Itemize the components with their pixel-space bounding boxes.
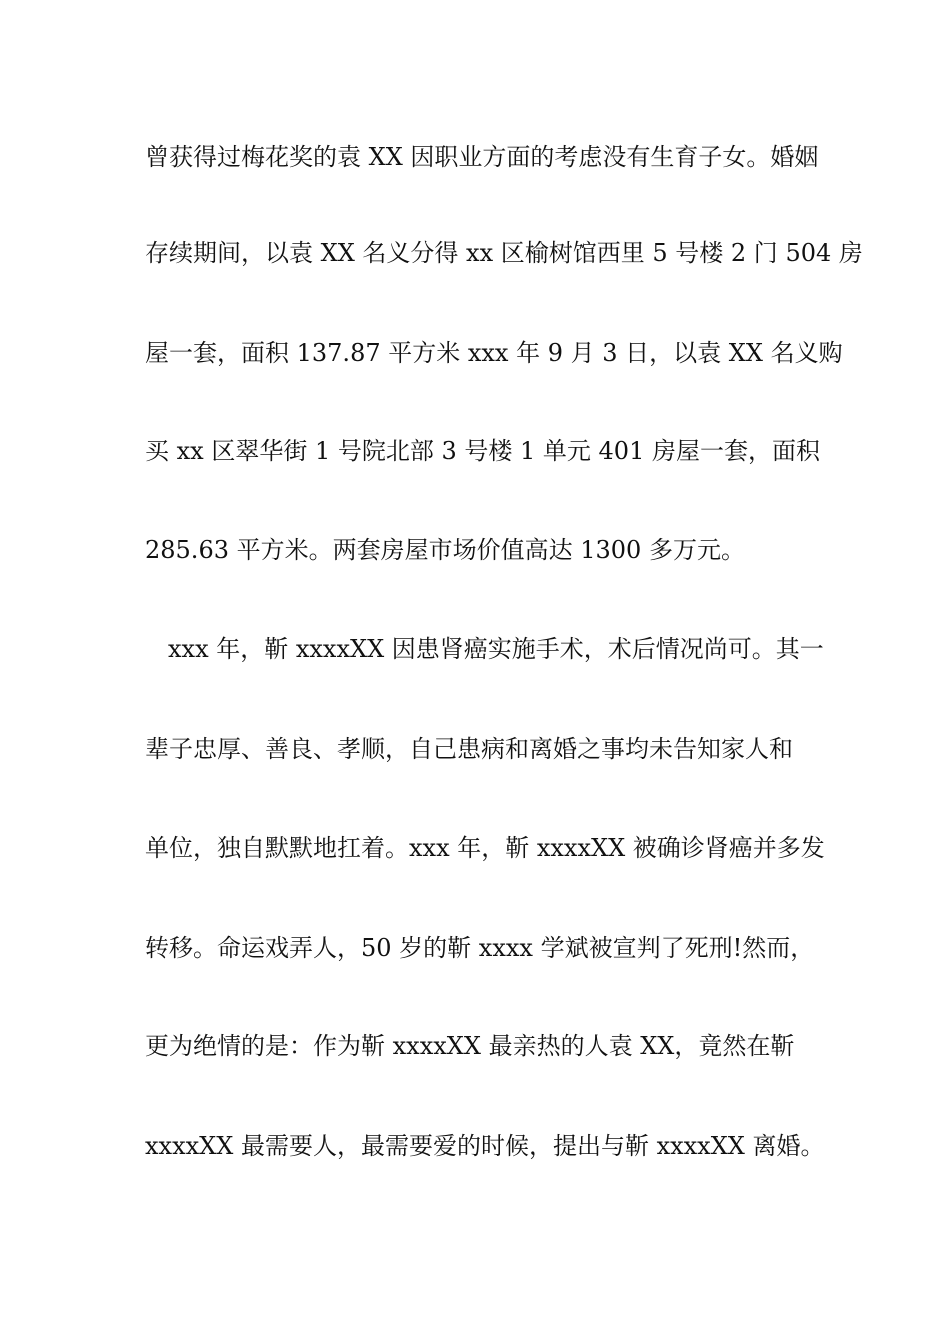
text-line: 单位，独自默默地扛着。xxx 年，靳 xxxxXX 被确诊肾癌并多发 (145, 834, 825, 862)
text-line: 辈子忠厚、善良、孝顺，自己患病和离婚之事均未告知家人和 (145, 735, 793, 763)
text-line: 曾获得过梅花奖的袁 XX 因职业方面的考虑没有生育子女。婚姻 (145, 143, 819, 171)
text-line: 285.63 平方米。两套房屋市场价值高达 1300 多万元。 (145, 536, 745, 564)
text-line: 转移。命运戏弄人，50 岁的靳 xxxx 学斌被宣判了死刑!然而， (145, 934, 815, 962)
text-line: 存续期间，以袁 XX 名义分得 xx 区榆树馆西里 5 号楼 2 门 504 房 (145, 239, 863, 267)
paragraph-first-line: xxx 年，靳 xxxxXX 因患肾癌实施手术，术后情况尚可。其一 (168, 635, 824, 663)
text-line: 更为绝情的是：作为靳 xxxxXX 最亲热的人袁 XX，竟然在靳 (145, 1032, 795, 1060)
text-line: 买 xx 区翠华街 1 号院北部 3 号楼 1 单元 401 房屋一套，面积 (145, 437, 820, 465)
text-line: 屋一套，面积 137.87 平方米 xxx 年 9 月 3 日，以袁 XX 名义购 (145, 339, 843, 367)
text-line: xxxxXX 最需要人，最需要爱的时候，提出与靳 xxxxXX 离婚。 (145, 1132, 825, 1160)
